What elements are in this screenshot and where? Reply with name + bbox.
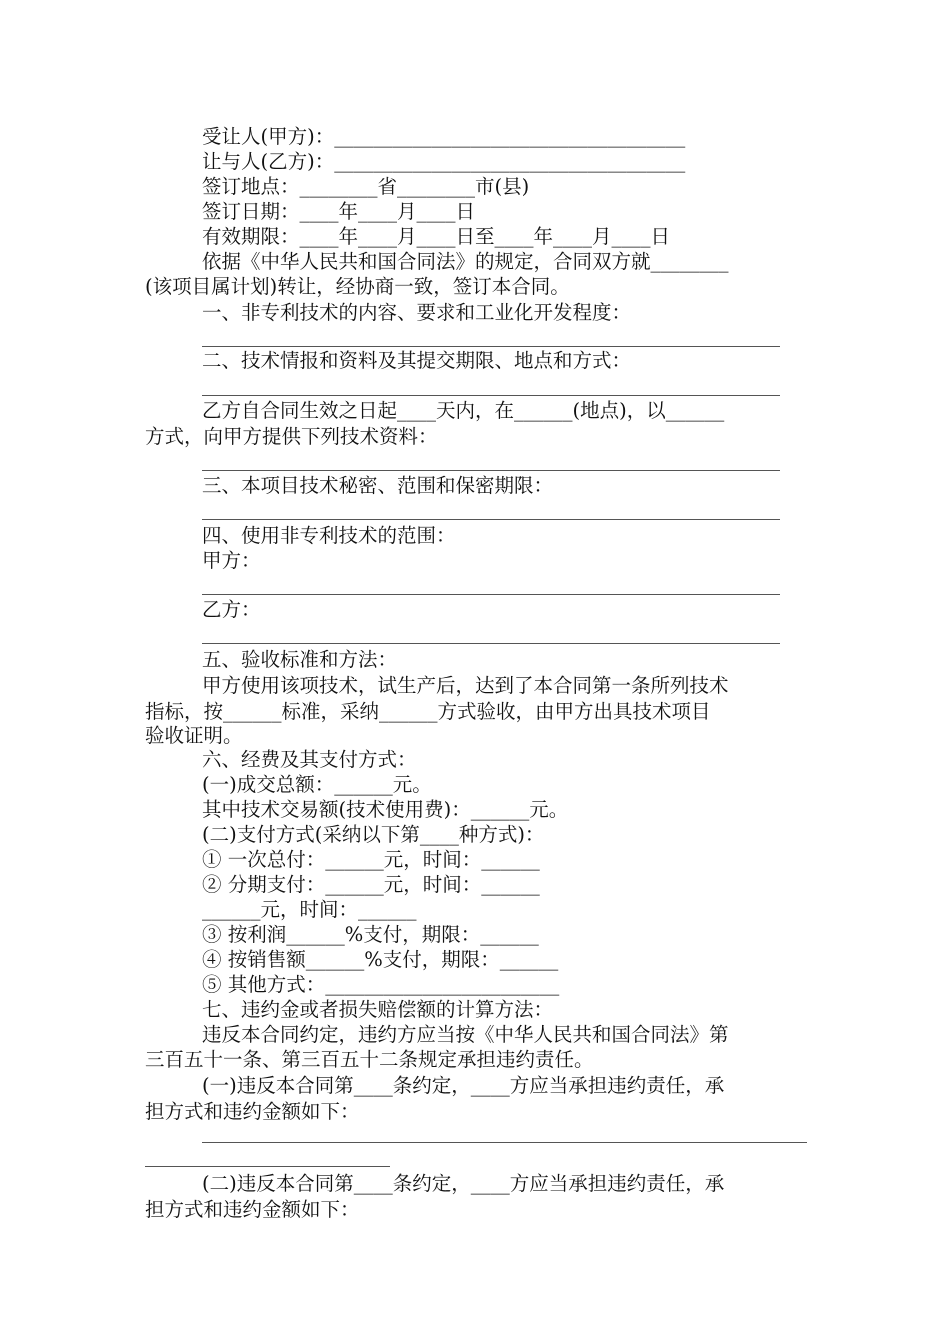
line-party-a: 甲方： [202, 549, 261, 572]
section-7-heading: 七、违约金或者损失赔偿额的计算方法： [202, 998, 554, 1021]
line-party-b: 乙方： [202, 598, 261, 621]
section-4-heading: 四、使用非专利技术的范围： [202, 524, 456, 547]
blank-line [145, 1166, 390, 1167]
line-pay-other: ⑤ 其他方式：________________________ [202, 973, 560, 996]
section-3-heading: 三、本项目技术秘密、范围和保密期限： [202, 474, 554, 497]
line-accept-cont: 指标，按______标准，采纳______方式验收，由甲方出具技术项目 [145, 700, 711, 723]
line-sign-date: 签订日期：____年____月____日 [202, 200, 476, 223]
line-validity: 有效期限：____年____月____日至____年____月____日 [202, 225, 671, 248]
line-breach-1-cont: 担方式和违约金额如下： [145, 1100, 360, 1123]
line-breach-1: (一)违反本合同第____条约定，____方应当承担违约责任，承 [202, 1074, 725, 1097]
line-basis-cont: (该项目属计划)转让，经协商一致，签订本合同。 [145, 275, 570, 298]
line-accept: 甲方使用该项技术，试生产后，达到了本合同第一条所列技术 [202, 674, 729, 697]
blank-line [202, 1142, 807, 1143]
line-accept-end: 验收证明。 [145, 724, 243, 747]
section-5-heading: 五、验收标准和方法： [202, 648, 398, 671]
line-breach-2: (二)违反本合同第____条约定，____方应当承担违约责任，承 [202, 1172, 725, 1195]
blank-line [202, 519, 780, 520]
line-pay-installment: ② 分期支付：______元，时间：______ [202, 873, 540, 896]
line-transferee: 受让人(甲方)：____________________________________ [202, 125, 686, 148]
line-pay-sales: ④ 按销售额______%支付，期限：______ [202, 948, 559, 971]
line-pay-profit: ③ 按利润______%支付，期限：______ [202, 923, 539, 946]
blank-line [202, 470, 780, 471]
line-breach-cont: 三百五十一条、第三百五十二条规定承担违约责任。 [145, 1048, 594, 1071]
line-sign-place: 签订地点：________省________市(县) [202, 175, 530, 198]
line-breach: 违反本合同约定，违约方应当按《中华人民共和国合同法》第 [202, 1023, 729, 1046]
section-6-heading: 六、经费及其支付方式： [202, 748, 417, 771]
section-1-heading: 一、非专利技术的内容、要求和工业化开发程度： [202, 301, 632, 324]
blank-line [202, 346, 780, 347]
line-deliver-cont: 方式，向甲方提供下列技术资料： [145, 425, 438, 448]
blank-line [202, 395, 780, 396]
line-pay-once: ① 一次总付：______元，时间：______ [202, 848, 540, 871]
line-basis: 依据《中华人民共和国合同法》的规定，合同双方就________ [202, 250, 729, 273]
line-pay-installment-cont: ______元，时间：______ [202, 898, 417, 921]
line-total-amount: (一)成交总额：______元。 [202, 773, 432, 796]
blank-line [202, 643, 780, 644]
line-deliver: 乙方自合同生效之日起____天内，在______(地点)，以______ [202, 399, 725, 422]
section-2-heading: 二、技术情报和资料及其提交期限、地点和方式： [202, 349, 632, 372]
blank-line [202, 594, 780, 595]
line-breach-2-cont: 担方式和违约金额如下： [145, 1198, 360, 1221]
line-tech-fee: 其中技术交易额(技术使用费)：______元。 [202, 798, 569, 821]
line-pay-method: (二)支付方式(采纳以下第____种方式)： [202, 823, 545, 846]
line-transferor: 让与人(乙方)：____________________________________ [202, 150, 686, 173]
